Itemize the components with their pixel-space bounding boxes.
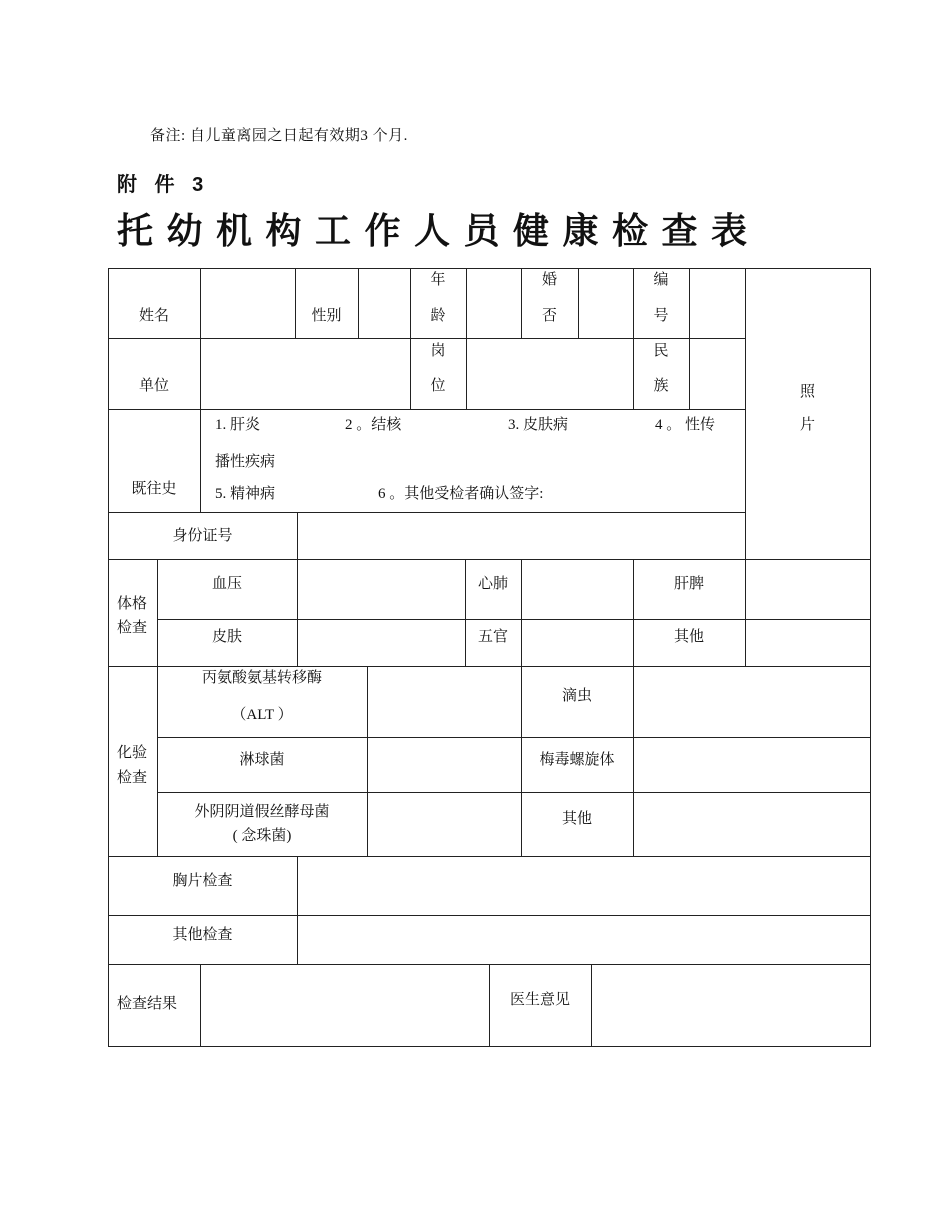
age-label-top: 年	[430, 272, 446, 288]
lab-exam-label-top: 化验	[117, 745, 148, 761]
other-physical-label: 其他	[673, 629, 704, 645]
gender-label: 性别	[311, 308, 342, 324]
marital-label-top: 婚	[541, 272, 557, 288]
id-number-label: 身份证号	[172, 528, 233, 544]
row-divider	[158, 737, 871, 738]
gonococcus-label: 淋球菌	[239, 752, 285, 768]
photo-label-bottom: 片	[799, 417, 815, 433]
doctor-opinion-label: 医生意见	[509, 992, 570, 1008]
validity-note: 备注: 自儿童离园之日起有效期3 个月.	[150, 128, 408, 144]
col-divider	[297, 512, 298, 559]
col-divider	[578, 268, 579, 338]
post-label-bottom: 位	[430, 378, 446, 394]
history-label: 既往史	[131, 481, 177, 497]
liver-spleen-label: 肝脾	[673, 576, 704, 592]
alt-label-bottom: （ALT ）	[231, 707, 293, 723]
col-divider	[200, 409, 201, 512]
history-item-hepatitis: 1. 肝炎	[215, 417, 261, 433]
table-border-right	[870, 268, 871, 1047]
row-divider	[108, 409, 746, 410]
physical-exam-label-top: 体格	[117, 596, 148, 612]
photo-label-top: 照	[799, 384, 815, 400]
form-title: 托幼机构工作人员健康检查表	[117, 211, 761, 252]
row-divider	[158, 792, 871, 793]
blood-pressure-label: 血压	[211, 576, 242, 592]
col-divider	[358, 268, 359, 338]
physical-exam-label-bottom: 检查	[117, 620, 148, 636]
col-divider	[297, 856, 298, 965]
other-lab-label: 其他	[561, 811, 592, 827]
lab-exam-label-bottom: 检查	[117, 770, 148, 786]
name-label: 姓名	[138, 308, 169, 324]
candida-label-top: 外阴阴道假丝酵母菌	[194, 804, 330, 820]
col-divider	[689, 268, 690, 409]
col-divider	[745, 268, 746, 667]
alt-label-top: 丙氨酸氨基转移酶	[201, 670, 322, 686]
row-divider	[108, 856, 871, 857]
ethnic-label-bottom: 族	[653, 378, 669, 394]
col-divider	[591, 964, 592, 1047]
history-item-std: 4 。 性传	[655, 417, 716, 433]
history-item-other-signature: 6 。其他受检者确认签字:	[378, 486, 544, 502]
facial-features-label: 五官	[477, 629, 508, 645]
col-divider	[367, 666, 368, 857]
heart-lung-label: 心肺	[477, 576, 508, 592]
col-divider	[200, 268, 201, 409]
chest-xray-label: 胸片检查	[172, 873, 233, 889]
syphilis-label: 梅毒螺旋体	[539, 752, 615, 768]
result-label: 检查结果	[117, 996, 178, 1012]
row-divider	[108, 512, 746, 513]
ethnic-label-top: 民	[653, 343, 669, 359]
history-item-mental-illness: 5. 精神病	[215, 486, 276, 502]
table-border-top	[108, 268, 871, 269]
row-divider	[108, 559, 871, 560]
marital-label-bottom: 否	[541, 308, 557, 324]
row-divider	[108, 915, 871, 916]
col-divider	[200, 964, 201, 1047]
number-label-bottom: 号	[653, 308, 669, 324]
col-divider	[466, 268, 467, 409]
history-item-std-cont: 播性疾病	[215, 454, 276, 470]
age-label-bottom: 龄	[430, 308, 446, 324]
history-item-tuberculosis: 2 。结核	[345, 417, 402, 433]
col-divider	[297, 559, 298, 666]
candida-label-bottom: ( 念珠菌)	[232, 828, 292, 844]
unit-label: 单位	[138, 378, 169, 394]
skin-label: 皮肤	[211, 629, 242, 645]
history-item-skin-disease: 3. 皮肤病	[508, 417, 569, 433]
annex-label: 附 件 3	[117, 174, 210, 196]
other-exam-label: 其他检查	[172, 927, 233, 943]
post-label-top: 岗	[430, 343, 446, 359]
col-divider	[633, 559, 634, 857]
number-label-top: 编	[653, 272, 669, 288]
trichomonas-label: 滴虫	[561, 688, 592, 704]
